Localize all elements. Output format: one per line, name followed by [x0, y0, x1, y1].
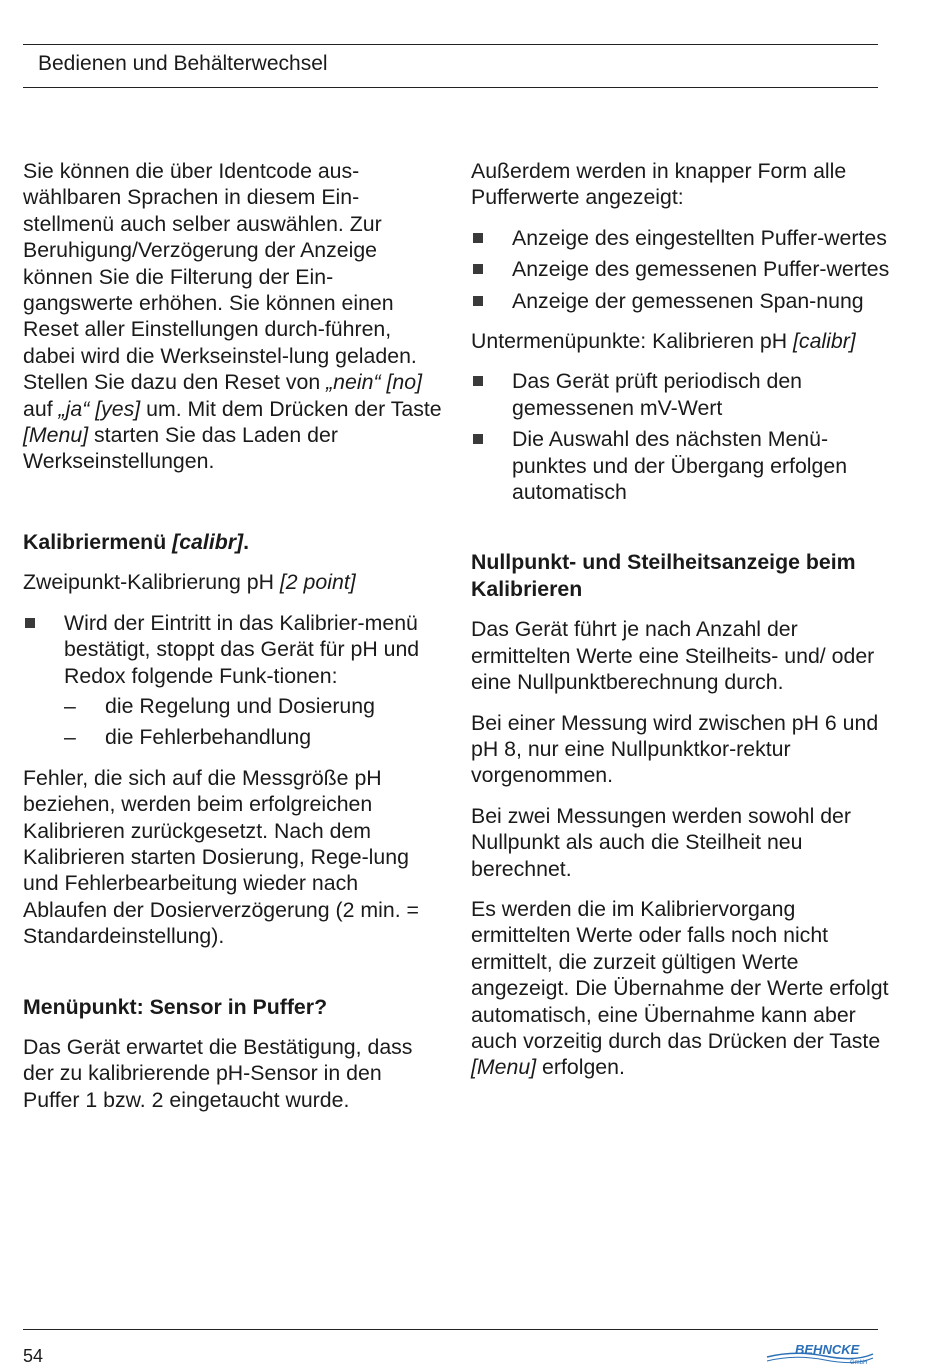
submenu-bullet-list: [471, 368, 891, 505]
square-bullet-icon: [473, 434, 483, 444]
list-item: – die Fehlerbehandlung: [64, 725, 312, 750]
buffer-bullet-list: [471, 225, 891, 314]
square-bullet-icon: [473, 233, 483, 243]
right-column: [471, 158, 891, 1095]
page-header-title: Bedienen und Behälterwechsel: [38, 52, 328, 75]
zero-slope-paragraph-4: Es werden die im Kalibriervorgang ermittelten Werte oder falls noch nicht ermittelt, die zurzeit gültigen Werte angezeigt. Die Übernahme der Werte erfolgt automatisch, eine Übernahme kann aber auch vorzeitig durch das Drücken der Taste [Menu] erfolgen.: [471, 896, 889, 1080]
square-bullet-icon: [473, 264, 483, 274]
header-rule-top: [23, 44, 878, 45]
calibration-bullet-list: [23, 610, 443, 751]
list-item: Anzeige der gemessenen Span-nung: [471, 288, 891, 314]
left-column: [23, 158, 443, 1127]
footer-rule: [23, 1329, 878, 1330]
zero-slope-paragraph-3: Bei zwei Messungen werden sowohl der Nullpunkt als auch die Steilheit neu berechnet.: [471, 803, 851, 881]
list-item: Das Gerät prüft periodisch den gemessenen mV-Wert: [471, 368, 891, 421]
zero-slope-paragraph-2: Bei einer Messung wird zwischen pH 6 und pH 8, nur eine Nullpunktkor-rektur vorgenommen.: [471, 710, 879, 788]
square-bullet-icon: [25, 618, 35, 628]
list-item: – die Regelung und Dosierung: [64, 693, 375, 718]
zero-slope-heading: Nullpunkt- und Steilheitsanzeige beim Kalibrieren: [471, 550, 856, 601]
page-number: 54: [23, 1346, 44, 1366]
buffer-values-intro: Außerdem werden in knapper Form alle Pufferwerte angezeigt:: [471, 159, 847, 210]
logo-text: BEHNCKE: [795, 1342, 860, 1357]
error-reset-paragraph: Fehler, die sich auf die Messgröße pH beziehen, werden beim erfolgreichen Kalibrieren zurückgesetzt. Nach dem Kalibrieren starten Dosierung, Rege-lung und Fehlerbearbeitung wieder nach Ablaufen der Dosierverzögerung (2 min. = Standardeinstellung).: [23, 765, 419, 949]
intro-paragraph: Sie können die über Identcode aus-wählbaren Sprachen in diesem Ein-stellmenü auch selber auswählen. Zur Beruhigung/Verzögerung der Anzeige können Sie die Filterung der Ein-gangswerte erhöhen. Sie können einen Reset aller Einstellungen durch-führen, dabei wird die Werkseinstel-lung geladen. Stellen Sie dazu den Reset von „nein“ [no] auf „ja“ [yes] um. Mit dem Drücken der Taste [Menu] starten Sie das Laden der Werkseinstellungen.: [23, 159, 442, 474]
sensor-paragraph: Das Gerät erwartet die Bestätigung, dass der zu kalibrierende pH-Sensor in den Puffer 1 bzw. 2 eingetaucht wurde.: [23, 1034, 413, 1112]
zero-slope-paragraph-1: Das Gerät führt je nach Anzahl der ermittelten Werte eine Steilheits- und/ oder eine Nullpunktberechnung durch.: [471, 617, 875, 695]
two-point-calibration-label: Zweipunkt-Kalibrierung pH [2 point]: [23, 570, 356, 595]
behncke-logo: [765, 1340, 875, 1368]
list-item: Anzeige des eingestellten Puffer-wertes: [471, 225, 891, 251]
square-bullet-icon: [473, 296, 483, 306]
list-item: Die Auswahl des nächsten Menü-punktes und der Übergang erfolgen automatisch: [471, 426, 891, 505]
submenu-label: Untermenüpunkte: Kalibrieren pH [calibr]: [471, 329, 856, 354]
list-item: Anzeige des gemessenen Puffer-wertes: [471, 256, 891, 282]
sensor-in-buffer-heading: Menüpunkt: Sensor in Puffer?: [23, 994, 328, 1019]
header-rule-bottom: [23, 87, 878, 88]
list-item: Wird der Eintritt in das Kalibrier-menü bestätigt, stoppt das Gerät für pH und Redox folgende Funk-tionen: – die Regelung und Dosierung – die Fehlerbehandlung: [23, 610, 443, 751]
logo-sub: GmbH: [850, 1360, 868, 1366]
square-bullet-icon: [473, 376, 483, 386]
dash-list: [64, 693, 443, 751]
calibration-menu-heading: Kalibriermenü [calibr].: [23, 529, 250, 554]
